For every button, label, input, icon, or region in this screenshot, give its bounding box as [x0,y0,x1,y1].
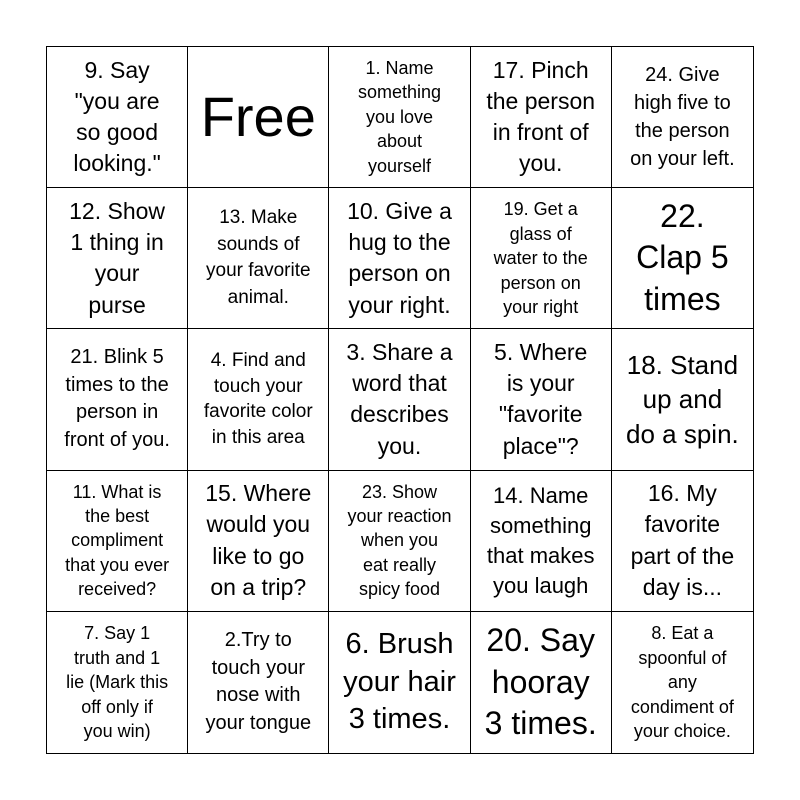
bingo-square-text: 11. What is the best compliment that you ever received? [65,481,170,600]
bingo-square-text: 3. Share a word that describes you. [346,338,453,459]
bingo-square-text: 6. Brush your hair 3 times. [343,627,456,736]
bingo-board [46,46,754,754]
bingo-square[interactable] [612,188,753,329]
bingo-square-text: 1. Name something you love about yourself [357,57,442,176]
bingo-square-text: 19. Get a glass of water to the person on your right [493,199,588,317]
bingo-square-text: 22. Clap 5 times [636,197,729,318]
bingo-square-text: 14. Name something that makes you laugh [486,482,595,598]
bingo-square-text: 15. Where would you like to go on a trip? [205,480,312,600]
bingo-square[interactable] [329,612,470,753]
free-square[interactable] [188,47,329,188]
bingo-square[interactable] [612,47,753,188]
bingo-square-text: 5. Where is your "favorite place"? [494,338,588,459]
bingo-square[interactable] [188,188,329,329]
bingo-square-text: 8. Eat a spoonful of any condiment of your choice. [630,623,734,742]
bingo-square[interactable] [471,47,612,188]
bingo-square[interactable] [329,47,470,188]
bingo-square-text: 20. Say hooray 3 times. [484,622,597,742]
bingo-square-text: 12. Show 1 thing in your purse [69,197,166,318]
bingo-square-text: 4. Find and touch your favorite color in this area [203,349,313,449]
bingo-square-text: 9. Say "you are so good looking." [73,56,161,177]
bingo-square[interactable] [188,612,329,753]
bingo-square[interactable] [612,471,753,612]
bingo-square[interactable] [329,329,470,470]
bingo-square-text: 13. Make sounds of your favorite animal. [206,207,311,308]
bingo-square-text: 10. Give a hug to the person on your right. [347,197,452,318]
bingo-square[interactable] [47,329,188,470]
bingo-square[interactable] [471,329,612,470]
bingo-square[interactable] [471,188,612,329]
bingo-square-text: 21. Blink 5 times to the person in front of you. [64,346,170,452]
bingo-square[interactable] [471,471,612,612]
bingo-square[interactable] [188,329,329,470]
bingo-square-text: 16. My favorite part of the day is... [630,480,735,600]
bingo-square-text: Free [200,85,316,149]
bingo-square[interactable] [612,612,753,753]
bingo-square[interactable] [47,188,188,329]
bingo-square[interactable] [329,188,470,329]
bingo-square[interactable] [612,329,753,470]
bingo-square-text: 24. Give high five to the person on your left. [630,64,735,171]
bingo-square[interactable] [188,471,329,612]
bingo-square-text: 7. Say 1 truth and 1 lie (Mark this off only if you win) [66,623,169,742]
bingo-square-text: 17. Pinch the person in front of you. [486,56,596,177]
bingo-square[interactable] [47,612,188,753]
bingo-square[interactable] [47,47,188,188]
bingo-square[interactable] [471,612,612,753]
bingo-square-text: 18. Stand up and do a spin. [626,350,739,449]
bingo-square-text: 23. Show your reaction when you eat really spicy food [347,481,452,600]
bingo-square-text: 2.Try to touch your nose with your tongue [205,629,312,734]
bingo-square[interactable] [329,471,470,612]
bingo-square[interactable] [47,471,188,612]
